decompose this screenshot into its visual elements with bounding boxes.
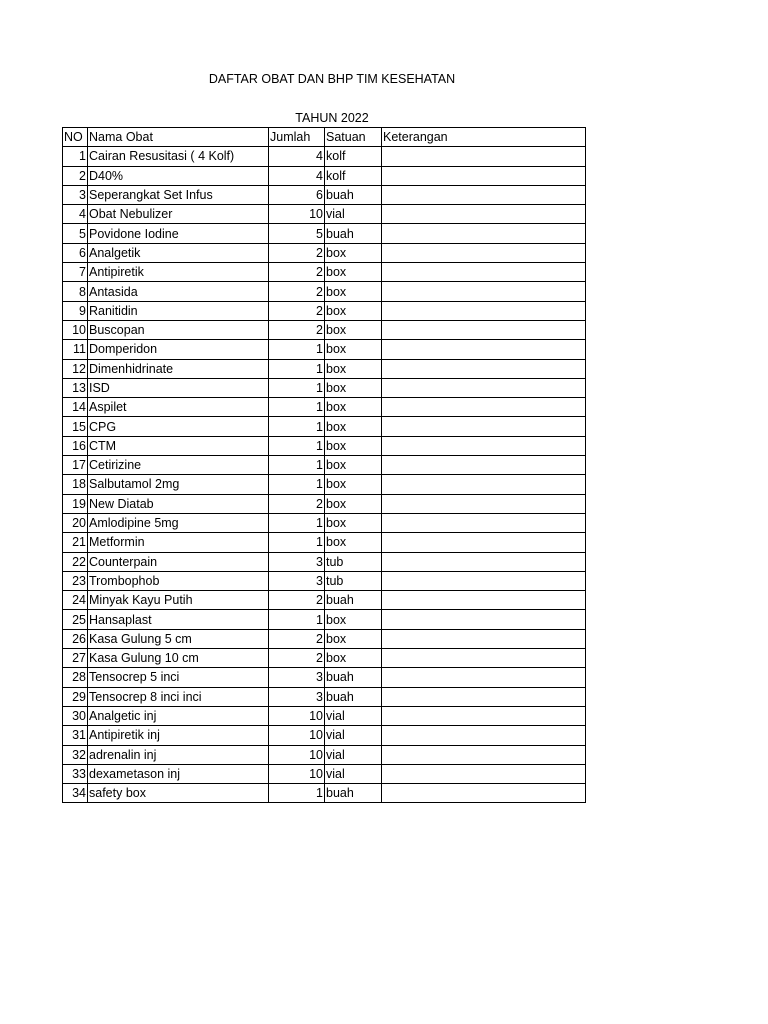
cell-unit: box [325,513,382,532]
cell-quantity: 3 [269,571,325,590]
cell-no: 29 [63,687,88,706]
cell-notes [382,436,586,455]
cell-unit: box [325,417,382,436]
cell-notes [382,243,586,262]
cell-no: 6 [63,243,88,262]
cell-drug-name: Analgetik [88,243,269,262]
cell-drug-name: Trombophob [88,571,269,590]
cell-drug-name: Counterpain [88,552,269,571]
cell-quantity: 2 [269,301,325,320]
cell-no: 11 [63,340,88,359]
table-row [63,263,586,282]
table-row [63,706,586,725]
cell-drug-name: Antasida [88,282,269,301]
cell-quantity: 1 [269,378,325,397]
cell-drug-name: Salbutamol 2mg [88,475,269,494]
cell-unit: box [325,533,382,552]
cell-notes [382,784,586,803]
cell-drug-name: Obat Nebulizer [88,205,269,224]
cell-drug-name: Buscopan [88,320,269,339]
table-row [63,340,586,359]
cell-drug-name: safety box [88,784,269,803]
table-body [63,147,586,803]
table-row [63,784,586,803]
cell-unit: box [325,263,382,282]
cell-drug-name: New Diatab [88,494,269,513]
cell-unit: buah [325,687,382,706]
table-row [63,205,586,224]
cell-unit: box [325,340,382,359]
cell-no: 5 [63,224,88,243]
cell-notes [382,687,586,706]
cell-no: 27 [63,649,88,668]
cell-unit: buah [325,224,382,243]
cell-notes [382,533,586,552]
cell-quantity: 2 [269,649,325,668]
cell-drug-name: Dimenhidrinate [88,359,269,378]
cell-no: 21 [63,533,88,552]
cell-quantity: 4 [269,166,325,185]
cell-unit: vial [325,745,382,764]
table-row [63,552,586,571]
table-row [63,436,586,455]
table-row [63,417,586,436]
cell-unit: vial [325,205,382,224]
cell-drug-name: Amlodipine 5mg [88,513,269,532]
table-header-row [63,128,586,147]
cell-notes [382,571,586,590]
header-unit: Satuan [325,128,382,147]
cell-drug-name: Kasa Gulung 5 cm [88,629,269,648]
cell-no: 2 [63,166,88,185]
cell-drug-name: Cetirizine [88,456,269,475]
cell-no: 31 [63,726,88,745]
cell-unit: box [325,320,382,339]
table-row [63,475,586,494]
table-row [63,610,586,629]
cell-drug-name: Cairan Resusitasi ( 4 Kolf) [88,147,269,166]
header-notes: Keterangan [382,128,586,147]
cell-notes [382,263,586,282]
cell-drug-name: Minyak Kayu Putih [88,591,269,610]
cell-unit: box [325,436,382,455]
cell-quantity: 5 [269,224,325,243]
cell-no: 14 [63,398,88,417]
table-row [63,359,586,378]
cell-unit: vial [325,706,382,725]
table-row [63,745,586,764]
cell-no: 17 [63,456,88,475]
cell-unit: tub [325,571,382,590]
cell-quantity: 2 [269,243,325,262]
cell-quantity: 10 [269,764,325,783]
cell-no: 10 [63,320,88,339]
cell-notes [382,147,586,166]
cell-quantity: 10 [269,745,325,764]
cell-quantity: 1 [269,533,325,552]
cell-no: 34 [63,784,88,803]
table-row [63,533,586,552]
cell-quantity: 10 [269,726,325,745]
cell-unit: box [325,243,382,262]
cell-no: 16 [63,436,88,455]
cell-unit: buah [325,591,382,610]
cell-no: 9 [63,301,88,320]
cell-notes [382,591,586,610]
cell-drug-name: Hansaplast [88,610,269,629]
cell-quantity: 2 [269,263,325,282]
cell-quantity: 10 [269,706,325,725]
table-row [63,629,586,648]
cell-quantity: 1 [269,340,325,359]
cell-quantity: 2 [269,591,325,610]
cell-no: 25 [63,610,88,629]
page-title: DAFTAR OBAT DAN BHP TIM KESEHATAN [208,72,456,86]
table-row [63,282,586,301]
cell-drug-name: Domperidon [88,340,269,359]
cell-unit: buah [325,784,382,803]
cell-quantity: 1 [269,436,325,455]
cell-drug-name: dexametason inj [88,764,269,783]
cell-quantity: 10 [269,205,325,224]
table-row [63,687,586,706]
cell-no: 32 [63,745,88,764]
cell-notes [382,726,586,745]
table-row [63,320,586,339]
cell-drug-name: Seperangkat Set Infus [88,185,269,204]
cell-unit: box [325,629,382,648]
table-row [63,494,586,513]
cell-drug-name: adrenalin inj [88,745,269,764]
page-subtitle: TAHUN 2022 [295,111,369,125]
cell-no: 28 [63,668,88,687]
cell-quantity: 1 [269,359,325,378]
cell-unit: box [325,610,382,629]
cell-notes [382,185,586,204]
cell-notes [382,745,586,764]
cell-notes [382,340,586,359]
cell-unit: box [325,494,382,513]
cell-drug-name: ISD [88,378,269,397]
cell-no: 22 [63,552,88,571]
cell-no: 18 [63,475,88,494]
cell-notes [382,224,586,243]
cell-quantity: 2 [269,629,325,648]
cell-notes [382,301,586,320]
cell-unit: box [325,378,382,397]
cell-unit: box [325,456,382,475]
cell-quantity: 1 [269,417,325,436]
table-row [63,301,586,320]
cell-notes [382,610,586,629]
cell-no: 4 [63,205,88,224]
cell-unit: box [325,475,382,494]
cell-quantity: 6 [269,185,325,204]
cell-quantity: 2 [269,320,325,339]
table-row [63,224,586,243]
table-row [63,456,586,475]
header-drug-name: Nama Obat [88,128,269,147]
table-row [63,668,586,687]
table-row [63,726,586,745]
cell-notes [382,513,586,532]
table-row [63,147,586,166]
cell-drug-name: Ranitidin [88,301,269,320]
cell-quantity: 1 [269,610,325,629]
cell-notes [382,494,586,513]
cell-notes [382,282,586,301]
cell-unit: box [325,649,382,668]
cell-notes [382,320,586,339]
cell-no: 1 [63,147,88,166]
cell-drug-name: CPG [88,417,269,436]
cell-drug-name: Antipiretik inj [88,726,269,745]
cell-drug-name: Metformin [88,533,269,552]
cell-notes [382,706,586,725]
cell-no: 33 [63,764,88,783]
cell-notes [382,378,586,397]
cell-quantity: 1 [269,784,325,803]
cell-no: 23 [63,571,88,590]
cell-notes [382,205,586,224]
cell-unit: buah [325,185,382,204]
cell-unit: kolf [325,147,382,166]
table-row [63,649,586,668]
cell-unit: box [325,282,382,301]
cell-drug-name: Aspilet [88,398,269,417]
cell-quantity: 1 [269,475,325,494]
cell-notes [382,417,586,436]
cell-notes [382,359,586,378]
cell-no: 8 [63,282,88,301]
cell-no: 13 [63,378,88,397]
table-row [63,185,586,204]
cell-no: 12 [63,359,88,378]
header-quantity: Jumlah [269,128,325,147]
table-row [63,513,586,532]
cell-notes [382,764,586,783]
cell-no: 7 [63,263,88,282]
cell-notes [382,649,586,668]
cell-drug-name: D40% [88,166,269,185]
table-row [63,764,586,783]
cell-notes [382,629,586,648]
cell-notes [382,668,586,687]
header-no: NO [63,128,88,147]
cell-no: 30 [63,706,88,725]
cell-quantity: 3 [269,552,325,571]
cell-unit: vial [325,726,382,745]
cell-unit: box [325,359,382,378]
cell-drug-name: Antipiretik [88,263,269,282]
cell-quantity: 4 [269,147,325,166]
cell-drug-name: Povidone Iodine [88,224,269,243]
cell-drug-name: Tensocrep 8 inci inci [88,687,269,706]
cell-drug-name: CTM [88,436,269,455]
cell-quantity: 2 [269,494,325,513]
table-row [63,166,586,185]
cell-quantity: 3 [269,687,325,706]
cell-unit: buah [325,668,382,687]
cell-unit: box [325,301,382,320]
cell-notes [382,456,586,475]
cell-no: 15 [63,417,88,436]
cell-notes [382,398,586,417]
table-row [63,571,586,590]
cell-unit: tub [325,552,382,571]
cell-unit: kolf [325,166,382,185]
cell-no: 19 [63,494,88,513]
table-row [63,378,586,397]
table-row [63,591,586,610]
cell-notes [382,166,586,185]
table-row [63,243,586,262]
cell-quantity: 1 [269,456,325,475]
cell-drug-name: Analgetic inj [88,706,269,725]
table-row [63,398,586,417]
cell-unit: vial [325,764,382,783]
cell-notes [382,475,586,494]
cell-no: 3 [63,185,88,204]
cell-no: 26 [63,629,88,648]
cell-quantity: 2 [269,282,325,301]
cell-no: 20 [63,513,88,532]
cell-unit: box [325,398,382,417]
cell-drug-name: Tensocrep 5 inci [88,668,269,687]
cell-no: 24 [63,591,88,610]
cell-quantity: 1 [269,398,325,417]
cell-drug-name: Kasa Gulung 10 cm [88,649,269,668]
cell-notes [382,552,586,571]
drug-list-table [62,127,586,803]
cell-quantity: 3 [269,668,325,687]
cell-quantity: 1 [269,513,325,532]
